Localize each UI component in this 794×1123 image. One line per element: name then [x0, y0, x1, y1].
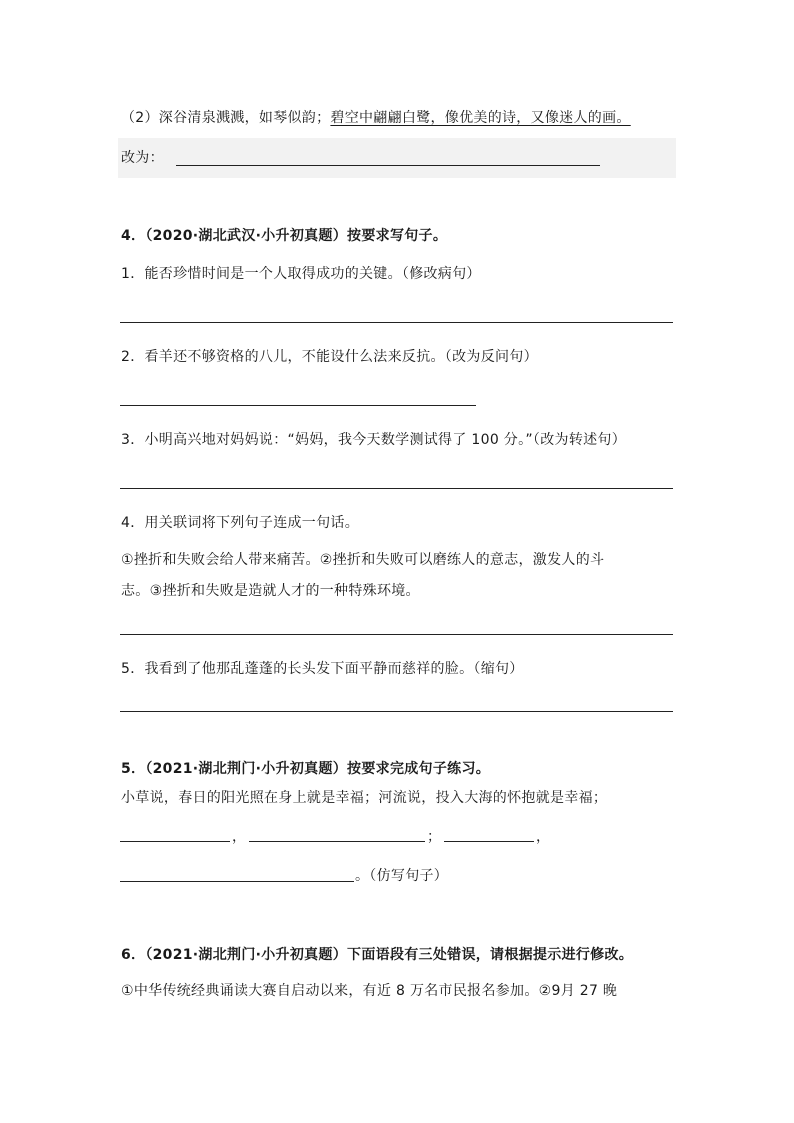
q3-part2-sentence [121, 108, 631, 128]
q4-item-2: 2．看羊还不够资格的八儿，不能设什么法来反抗。（改为反问句） [121, 349, 538, 365]
q3-part2-underlined: 碧空中翩翩白鹭，像优美的诗，又像迷人的画。 [330, 110, 631, 126]
q4-item-5-answer-line[interactable] [120, 711, 673, 712]
q5-ending: 。（仿写句子） [355, 868, 449, 884]
q3-answer-line[interactable] [176, 165, 600, 166]
answer-shade [118, 138, 676, 178]
q5-blank-2[interactable] [249, 841, 425, 842]
q5-blank-1[interactable] [120, 841, 230, 842]
q6-text: ①中华传统经典诵读大赛自启动以来，有近 8 万名市民报名参加。②9月 27 晚 [121, 983, 618, 999]
q4-item-3-answer-line[interactable] [120, 488, 673, 489]
q3-part2-prefix: （2）深谷清泉溅溅，如琴似韵； [121, 110, 331, 126]
q5-prompt: 小草说，春日的阳光照在身上就是幸福；河流说，投入大海的怀抱就是幸福； [121, 790, 608, 806]
q4-item-3: 3．小明高兴地对妈妈说：“妈妈，我今天数学测试得了 100 分。”（改为转述句） [121, 432, 627, 448]
q5-separator-1: ， [232, 829, 247, 845]
q5-blank-3[interactable] [444, 841, 534, 842]
q4-item-2-answer-line[interactable] [120, 405, 476, 406]
q4-item-4-sentences-line1: ①挫折和失败会给人带来痛苦。②挫折和失败可以磨练人的意志，激发人的斗 [121, 552, 605, 568]
q4-item-1: 1．能否珍惜时间是一个人取得成功的关键。（修改病句） [121, 266, 481, 282]
q4-item-5: 5．我看到了他那乱蓬蓬的长头发下面平静而慈祥的脸。（缩句） [121, 661, 524, 677]
q5-separator-3: ， [536, 829, 551, 845]
q6-heading: 6．（2021·湖北荆门·小升初真题）下面语段有三处错误，请根据提示进行修改。 [121, 947, 634, 963]
q4-item-4-sentences-line2: 志。③挫折和失败是造就人才的一种特殊环境。 [121, 583, 420, 599]
q5-separator-2: ； [427, 829, 442, 845]
q4-item-4: 4．用关联词将下列句子连成一句话。 [121, 515, 360, 531]
q3-answer-label: 改为： [121, 150, 164, 166]
q4-heading: 4．（2020·湖北武汉·小升初真题）按要求写句子。 [121, 228, 448, 244]
q5-blank-4[interactable] [120, 881, 354, 882]
q5-heading: 5．（2021·湖北荆门·小升初真题）按要求完成句子练习。 [121, 761, 491, 777]
q4-item-4-answer-line[interactable] [120, 634, 673, 635]
q4-item-1-answer-line[interactable] [120, 322, 673, 323]
